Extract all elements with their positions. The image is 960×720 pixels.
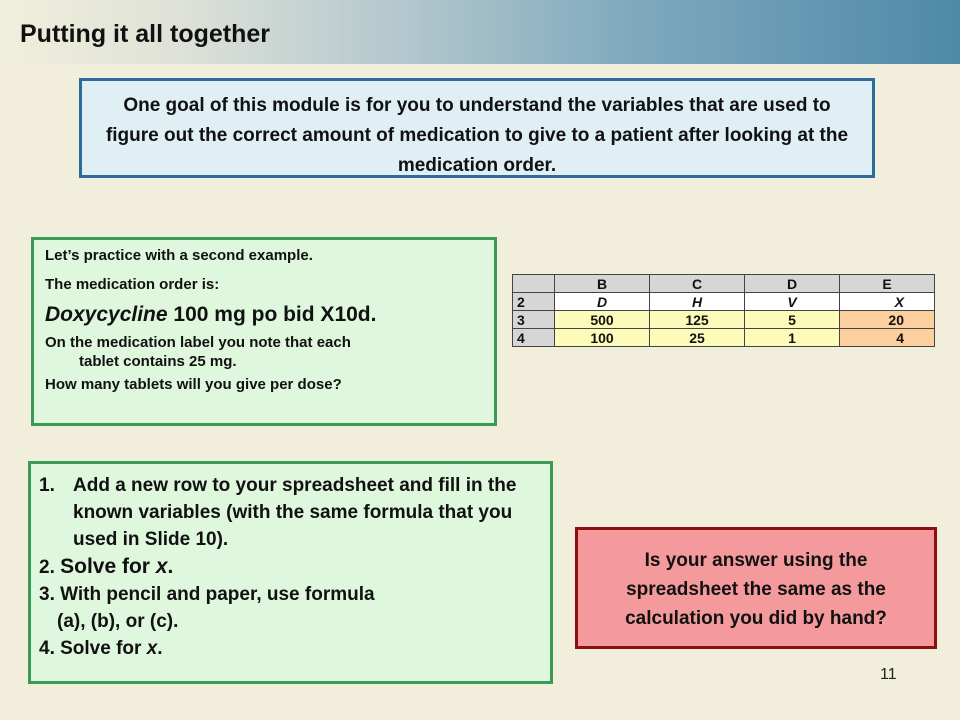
step-2-variable: x [155, 555, 168, 578]
value-cell[interactable]: 25 [650, 329, 745, 347]
variable-cell[interactable]: H [650, 293, 745, 311]
practice-intro: Let’s practice with a second example. [45, 247, 313, 264]
spreadsheet-row [513, 311, 935, 329]
step-1-number: 1. [39, 475, 55, 496]
value-cell[interactable]: 1 [745, 329, 840, 347]
value-cell[interactable]: 500 [555, 311, 650, 329]
row-number[interactable]: 4 [513, 329, 555, 347]
column-header[interactable]: D [745, 275, 840, 293]
value-cell[interactable]: 100 [555, 329, 650, 347]
step-2-number: 2. [39, 557, 61, 578]
variable-cell[interactable]: X [840, 293, 935, 311]
step-4-text: 4. Solve for [39, 638, 147, 659]
step-1 [39, 472, 536, 553]
variable-cell[interactable]: V [745, 293, 840, 311]
spreadsheet-header-row [513, 275, 935, 293]
order-label: The medication order is: [45, 276, 220, 293]
order-drug: Doxycycline [45, 303, 168, 326]
value-cell[interactable]: 5 [745, 311, 840, 329]
row-number[interactable]: 3 [513, 311, 555, 329]
practice-question: How many tablets will you give per dose? [45, 376, 342, 393]
step-2 [39, 553, 536, 581]
spreadsheet-corner-cell[interactable] [513, 275, 555, 293]
spreadsheet-row [513, 293, 935, 311]
step-4 [39, 635, 536, 662]
step-3-line-2: (a), (b), or (c). [57, 611, 179, 632]
step-2-period: . [167, 555, 174, 578]
step-4-period: . [157, 638, 163, 659]
column-header[interactable]: E [840, 275, 935, 293]
result-cell[interactable]: 4 [840, 329, 935, 347]
page-number: 11 [880, 666, 897, 683]
step-2-text: Solve for [60, 555, 156, 578]
goal-text: One goal of this module is for you to understand the variables that are used to figure out the correct amount of medication to give to a patient after looking at the medication order. [105, 95, 849, 176]
step-4-variable: x [146, 638, 158, 659]
medication-order [45, 301, 484, 329]
comparison-question-text: Is your answer using the spreadsheet the same as the calculation you did by hand? [625, 550, 887, 629]
row-number[interactable]: 2 [513, 293, 555, 311]
result-cell[interactable]: 20 [840, 311, 935, 329]
variable-cell[interactable]: D [555, 293, 650, 311]
goal-box [79, 78, 875, 178]
practice-box [31, 237, 497, 426]
label-note-line-1: On the medication label you note that each [45, 334, 351, 351]
value-cell[interactable]: 125 [650, 311, 745, 329]
label-note-line-2: tablet contains 25 mg. [79, 353, 237, 370]
comparison-question-box [575, 527, 937, 649]
steps-box [28, 461, 553, 684]
slide-header [0, 0, 960, 64]
step-3-line-1: 3. With pencil and paper, use formula [39, 584, 375, 605]
spreadsheet-table [512, 274, 935, 347]
column-header[interactable]: B [555, 275, 650, 293]
step-1-text: Add a new row to your spreadsheet and fill in the known variables (with the same formula that you used in Slide 10). [73, 475, 517, 550]
slide-title: Putting it all together [20, 20, 270, 48]
order-dose: 100 mg po bid X10d. [167, 303, 377, 326]
spreadsheet-row [513, 329, 935, 347]
column-header[interactable]: C [650, 275, 745, 293]
